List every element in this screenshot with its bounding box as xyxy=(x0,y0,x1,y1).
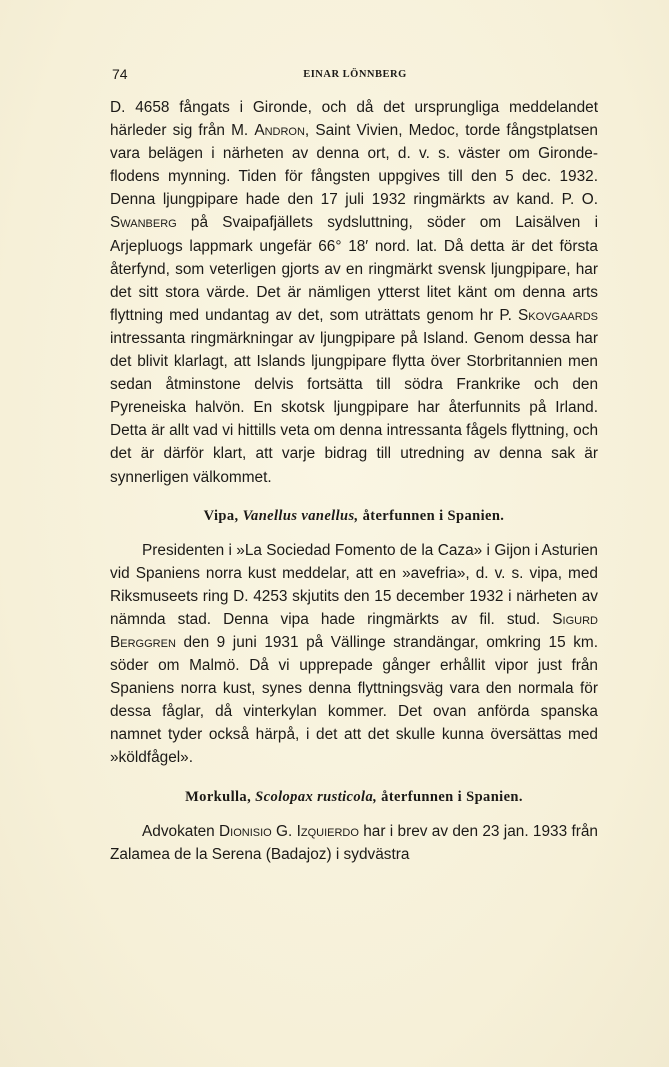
heading-text: återfunnen i Spanien. xyxy=(358,507,505,524)
section-heading-lapwing xyxy=(110,507,598,525)
person-name: Skovgaards xyxy=(518,306,598,324)
species-name: Scolopax rusticola, xyxy=(255,788,378,805)
person-name: Dionisio G. Izquierdo xyxy=(219,822,359,840)
text-span: på Svaipafjällets sydsluttning, söder om Laisälven i Arjepluogs lappmark ungefär 66° 18′ nord. lat. Då detta är det första återfynd, som veterligen gjorts av en ringmärkt svensk ljungpipare, har det sitt stora värde. Det är nämligen ytterst litet känt om denna arts flyttning med undantag av det, som uträttats genom hr P. xyxy=(110,214,598,324)
heading-text: Vipa, xyxy=(203,507,243,524)
running-head: EINAR LÖNNBERG xyxy=(303,69,407,80)
text-span: D. 4658 fångats i Gironde, och då det ursprungliga meddelandet härleder sig från M. xyxy=(110,99,598,140)
heading-text: återfunnen i Spanien. xyxy=(377,788,523,805)
text-span: Presidenten i »La Sociedad Fomento de la Caza» i Gijon i Asturien vid Spaniens norra kust meddelar, att en »avefria», d. v. s. vipa, med Riksmuseets ring D. 4253 skjutits den 15 december 1932 i närheten av nämnda stad. Denna vipa hade ringmärkts av fil. stud. xyxy=(110,541,598,628)
paragraph-plover-recovery xyxy=(110,96,598,489)
heading-text: Morkulla, xyxy=(185,788,256,805)
text-span: den 9 juni 1931 på Vällinge strandängar, omkring 15 km. söder om Malmö. Då vi upprepade gånger erhållit vipor just från Spaniens norra kust, synes denna flyttningsväg vara den normala för dessa fåglar, då vinterkylan kommer. Det ovan anförda spanska namnet tyder också härpå, i det att det skulle kunna översättas med »köldfågel». xyxy=(110,633,598,767)
person-name: Swanberg xyxy=(110,214,177,232)
person-name: Andron xyxy=(254,122,305,140)
text-span: har i brev av den 23 jan. 1933 från Zalamea de la Serena (Badajoz) i sydvästra xyxy=(110,822,598,863)
section-heading-woodcock xyxy=(110,788,598,806)
paragraph-woodcock xyxy=(110,820,598,866)
body-text xyxy=(110,96,598,866)
text-span: intressanta ringmärkningar av ljungpipare på Island. Genom dessa har det blivit klarlagt, att Islands ljungpipare flytta över Storbritannien men sedan åtminstone delvis fortsätta till södra Frankrike och den Pyreneiska halvön. En skotsk ljungpipare har återfunnits på Irland. Detta är allt vad vi hittills veta om denna intressanta fågels flyttning, och det är därför klart, att varje bidrag till utredning av denna sak är synnerligen välkommet. xyxy=(110,329,598,486)
species-name: Vanellus vanellus, xyxy=(242,507,359,524)
page-header xyxy=(112,66,598,86)
text-span: , Saint Vivien, Medoc, torde fångstplatsen vara belägen i närheten av denna ort, d. v. s. väster om Gironde-flodens mynning. Tiden för fångsten uppgives till den 5 dec. 1932. Denna ljungpipare hade den 17 juli 1932 ringmärkts av kand. P. O. xyxy=(110,122,598,209)
page-number: 74 xyxy=(112,66,128,82)
person-name: Sigurd Berggren xyxy=(110,610,598,651)
paragraph-lapwing xyxy=(110,539,598,770)
text-span: Advokaten xyxy=(142,822,220,840)
